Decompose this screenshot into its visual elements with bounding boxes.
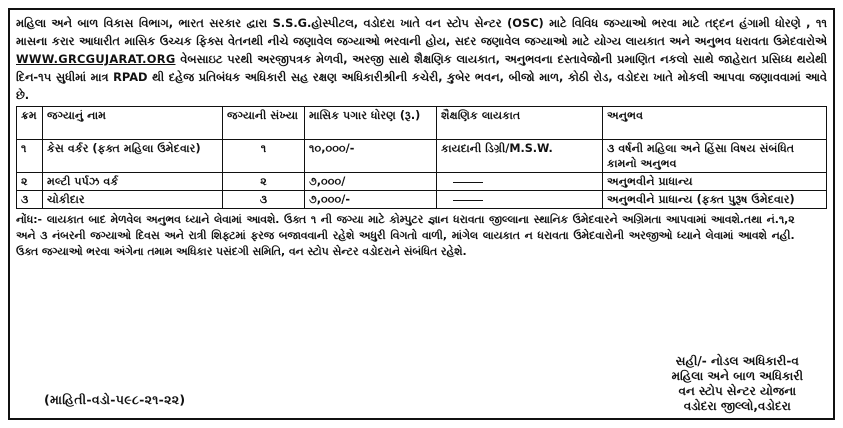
table-row xyxy=(17,173,827,191)
cell-experience: અનુભવીને પ્રાધાન્ય (ફક્ત પુરૂષ ઉમેદવાર) xyxy=(603,191,827,209)
intro-text-after: વેબસાઇટ પરથી અરજીપત્રક મેળવી, અરજી સાથે શૈક્ષણિક લાયકાત, અનુભવના દસ્તાવેજોની પ્રમાણિત નકલો સાથે જાહેરાત પ્રસિધ્ધ થયેથી દિન-૧૫ સુધીમાં માત્ર RPAD થી દહેજ પ્રતિબંધક અધિકારી સહ રક્ષણ અધિકારીશ્રીની કચેરી, કુબેર ભવન, બીજો માળ, કોઠી રોડ, વડોદરા ખાતે મોકલી આપવા જણાવવામાં આવે છે. xyxy=(16,52,827,102)
cell-qualification xyxy=(437,191,603,209)
cell-serial: ૨ xyxy=(17,173,43,191)
cell-serial: ૧ xyxy=(17,140,43,173)
signature-line: વડોદરા જીલ્લો,વડોદરા xyxy=(683,399,791,413)
cell-experience: ૩ વર્ષની મહિલા અને હિંસા વિષય સંબંધિત કામનો અનુભવ xyxy=(603,140,827,173)
intro-text-before: મહિલા અને બાળ વિકાસ વિભાગ, ભારત સરકાર દ્વારા S.S.G.હોસ્પીટલ, વડોદરા ખાતે વન સ્ટોપ સેન્ટર (OSC) માટે વિવિધ જગ્યાઓ ભરવા માટે તદ્દન હંગામી ધોરણે , ૧૧ માસના કરાર આધારીત માસિક ઉચ્ચક ફિક્સ વેતનથી નીચે જણાવેલ જગ્યાઓ ભરવાની હોય, સદર જણાવેલ જગ્યાઓ માટે યોગ્ય લાયકાત અને અનુભવ ધરાવતા ઉમેદવારોએ xyxy=(16,16,827,48)
cell-salary: ૧૦,૦૦૦/- xyxy=(305,140,437,173)
header-experience: અનુભવ xyxy=(603,107,827,140)
recruitment-notice xyxy=(8,8,835,420)
header-post-name: જગ્યાનું નામ xyxy=(43,107,223,140)
cell-post: ચોકીદાર xyxy=(43,191,223,209)
cell-count: ૧ xyxy=(223,140,305,173)
header-salary: માસિક પગાર ધોરણ (રૂ.) xyxy=(305,107,437,140)
table-header-row xyxy=(17,107,827,140)
website-link[interactable]: WWW.GRCGUJARAT.ORG xyxy=(16,52,176,66)
note-paragraph: નોંધ:- લાયકાત બાદ મેળવેલ અનુભવ ધ્યાને લેવામાં આવશે. ઉક્ત ૧ ની જગ્યા માટે કોમ્પુટર જ્ઞાન ધરાવતા જીલ્લાના સ્થાનિક ઉમેદવારને અગ્રિમતા આપવામાં આવશે.તથા નં.૧,૨ અને ૩ નંબરની જગ્યાઓ દિવસ અને રાત્રી શિફ્ટમાં ફરજ બજાવવાની રહેશે અધુરી વિગતો વાળી, માંગેલ લાયકાત ન ધરાવતા ઉમેદવારોની અરજીઓ ધ્યાને લેવામાં આવશે નહી. ઉક્ત જગ્યાઓ ભરવા અંગેના તમામ અધિકાર પસંદગી સમિતિ, વન સ્ટોપ સેન્ટર વડોદરાને સંબંધિત રહેશે. xyxy=(16,213,795,258)
cell-post: મલ્ટી પર્પઝ વર્ક xyxy=(43,173,223,191)
table-row xyxy=(17,140,827,173)
cell-count: ૨ xyxy=(223,173,305,191)
cell-salary: ૭,૦૦૦/ xyxy=(305,173,437,191)
intro-paragraph xyxy=(16,14,827,104)
dash-mark xyxy=(453,182,483,183)
cell-qualification: કાયદાની ડિગ્રી/M.S.W. xyxy=(437,140,603,173)
header-qualification: શૈક્ષણિક લાયકાત xyxy=(437,107,603,140)
signature-line: મહિલા અને બાળ અધિકારી xyxy=(671,369,803,383)
header-serial: ક્રમ xyxy=(17,107,43,140)
footer xyxy=(16,352,827,414)
cell-salary: ૭,૦૦૦/- xyxy=(305,191,437,209)
table-row xyxy=(17,191,827,209)
posts-table xyxy=(16,106,827,209)
dash-mark xyxy=(453,200,483,201)
signature-line: સહી/- નોડલ અધિકારી-વ xyxy=(675,354,799,368)
cell-serial: ૩ xyxy=(17,191,43,209)
cell-count: ૩ xyxy=(223,191,305,209)
cell-qualification xyxy=(437,173,603,191)
signature-block xyxy=(672,354,803,414)
cell-post: કેસ વર્કર (ફક્ત મહિલા ઉમેદવાર) xyxy=(43,140,223,173)
cell-experience: અનુભવીને પ્રાધાન્ય xyxy=(603,173,827,191)
reference-number: (માહિતી-વડો-૫૯૮-૨૧-૨૨) xyxy=(44,392,186,407)
header-post-count: જગ્યાની સંખ્યા xyxy=(223,107,305,140)
signature-line: વન સ્ટોપ સેન્ટર યોજના xyxy=(678,384,797,398)
